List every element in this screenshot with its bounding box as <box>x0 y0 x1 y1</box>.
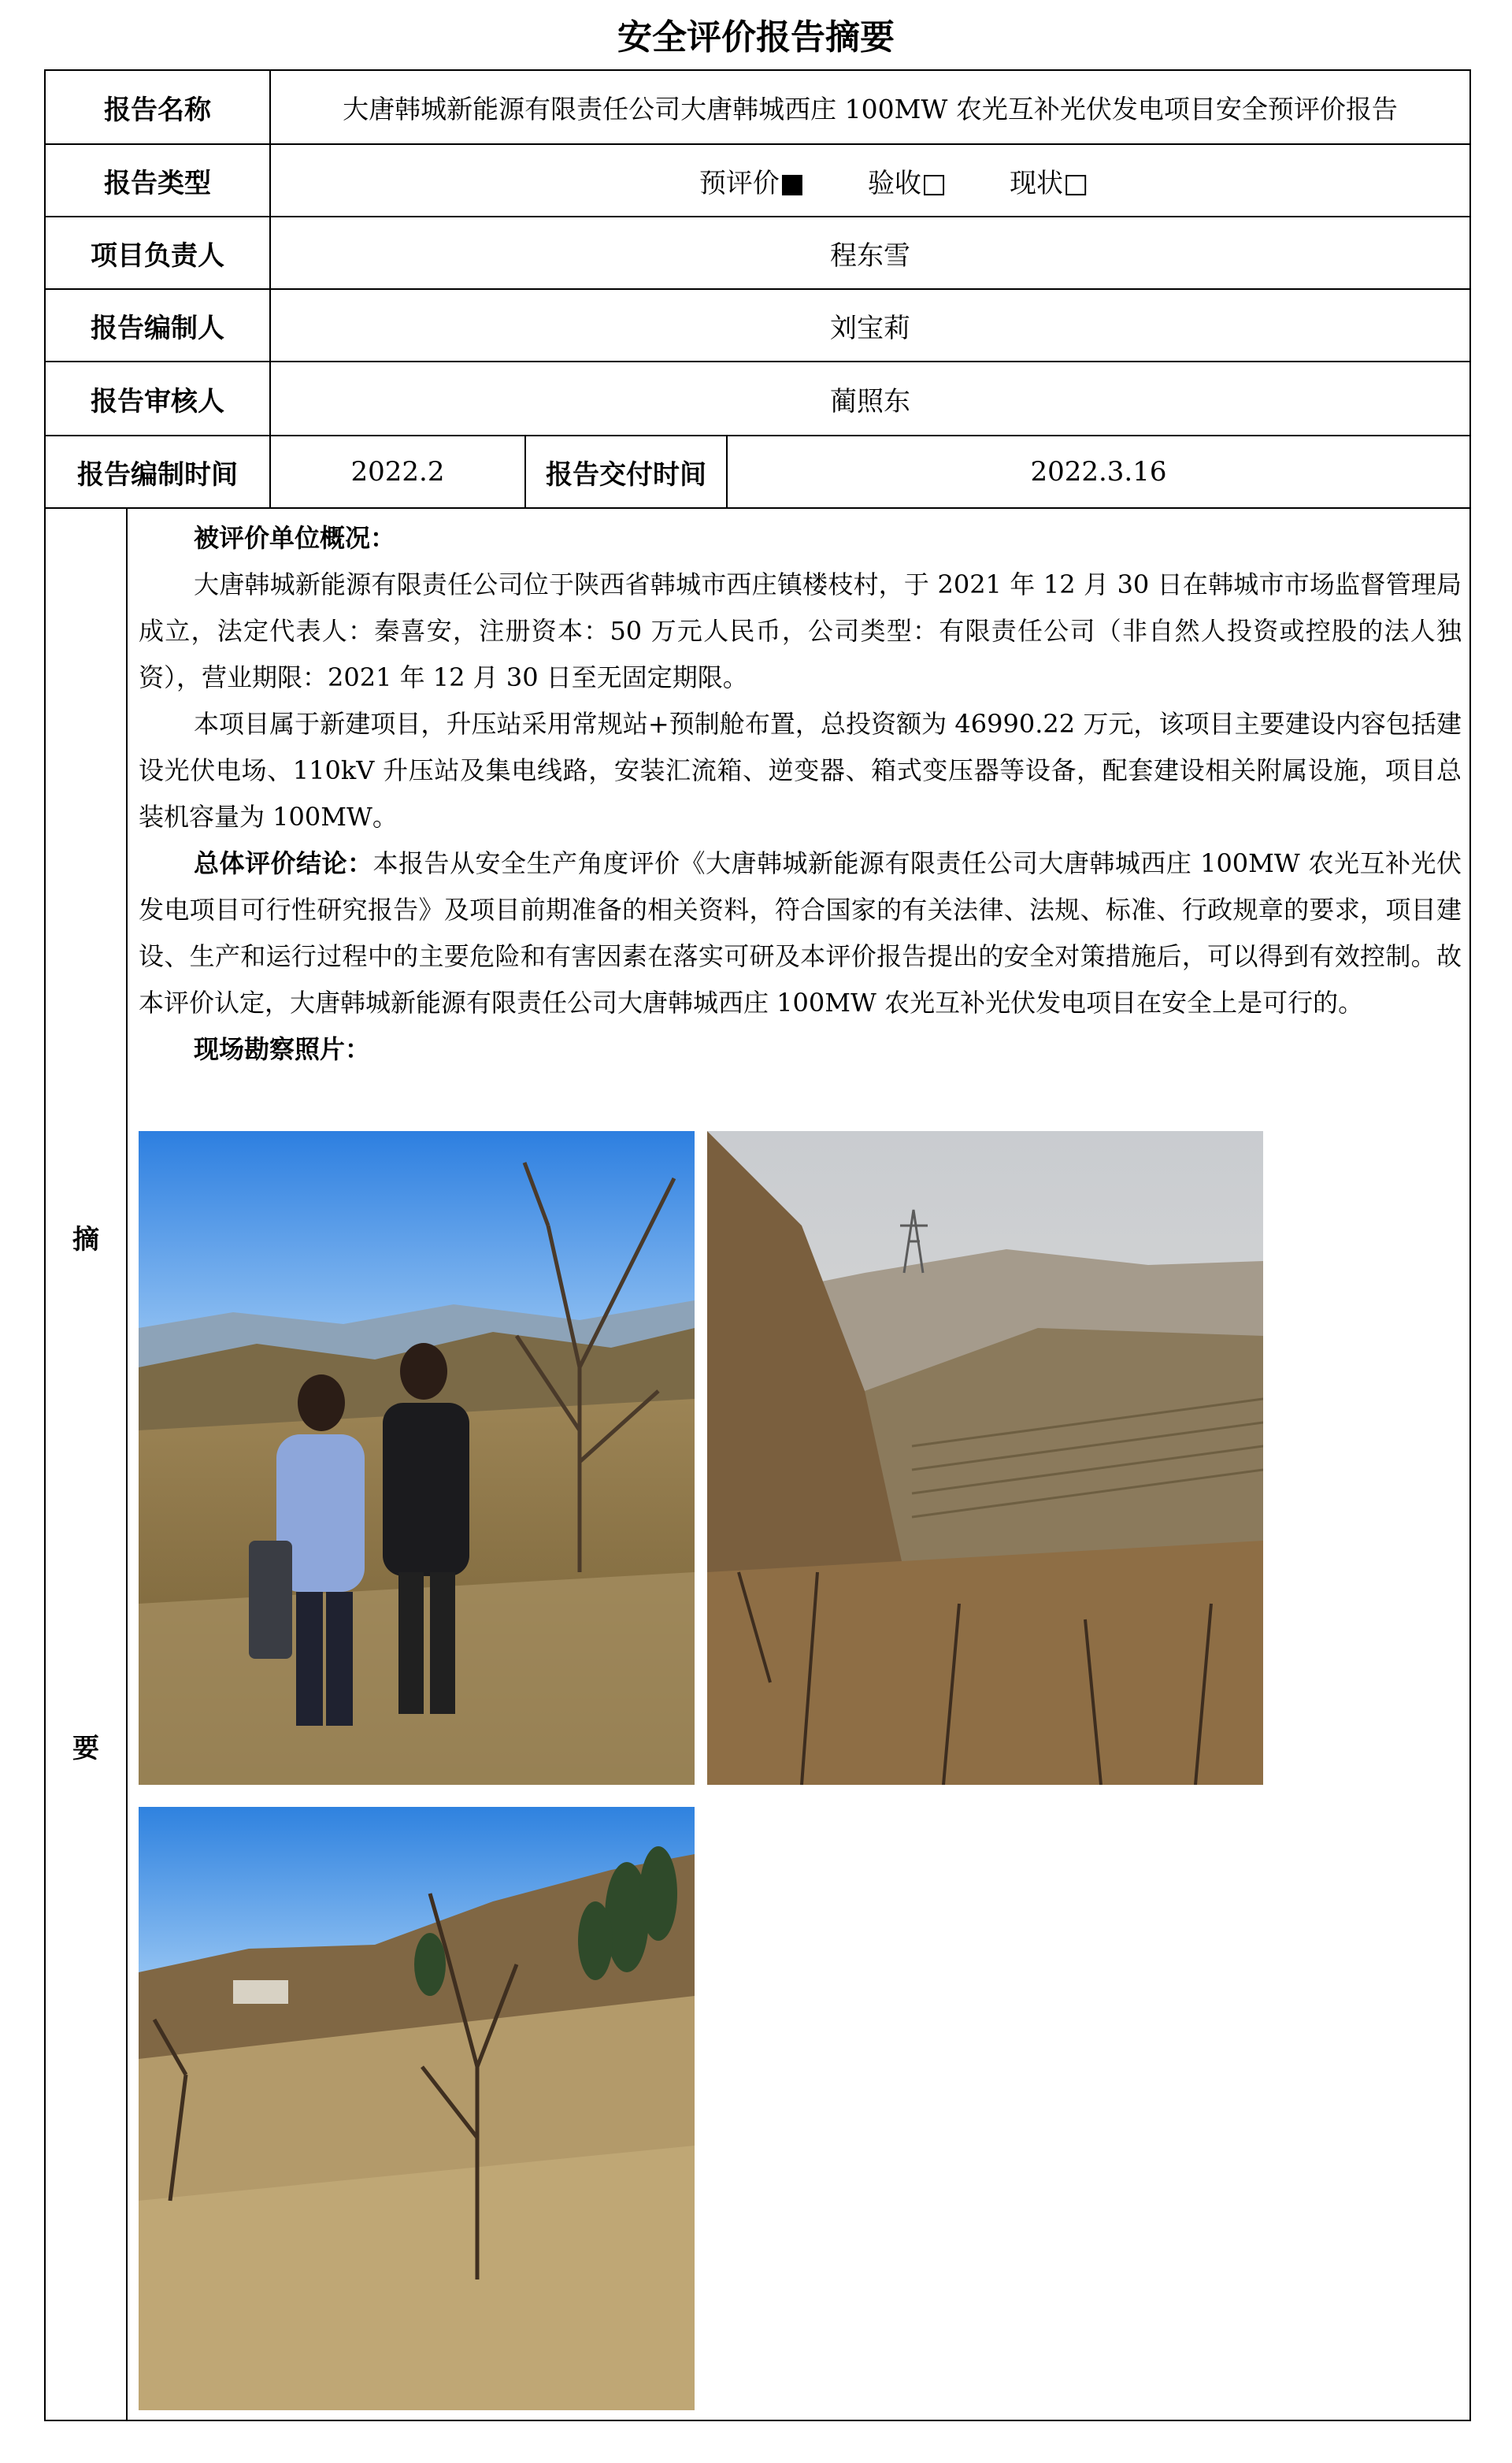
compile-date-label: 报告编制时间 <box>77 458 238 491</box>
conclusion-text: 本报告从安全生产角度评价《大唐韩城新能源有限责任公司大唐韩城西庄 100MW 农光互补光伏发电项目可行性研究报告》及项目前期准备的相关资料，符合国家的有关法律、法规、标准、行政规章的要求，项目建设、生产和运行过程中的主要危险和有害因素在落实可研及本评价报告提出的安全对策措施后，可以得到有效控制。故本评价认定，大唐韩城新能源有限责任公司大唐韩城西庄 100MW 农光互补光伏发电项目在安全上是可行的。 <box>139 848 1462 1018</box>
photos-heading: 现场勘察照片： <box>194 1034 371 1064</box>
report-name-value: 大唐韩城新能源有限责任公司大唐韩城西庄 100MW 农光互补光伏发电项目安全预评价报告 <box>343 93 1398 124</box>
report-type-label: 报告类型 <box>104 167 211 199</box>
reviewer-value: 蔺照东 <box>830 385 910 417</box>
author-label: 报告编制人 <box>91 312 224 344</box>
reviewer-label: 报告审核人 <box>91 385 224 417</box>
option-status <box>1010 161 1088 200</box>
page-title: 安全评价报告摘要 <box>617 17 895 57</box>
empty-checkbox-icon: □ <box>921 167 947 199</box>
unit-paragraph: 大唐韩城新能源有限责任公司位于陕西省韩城市西庄镇楼枝村，于 2021 年 12 月 30 日在韩城市市场监督管理局成立，法定代表人：秦喜安，注册资本：50 万元人民币，公司类型：有限责任公司（非自然人投资或控股的法人独资），营业期限：2021 年 12 月 30 日至无固定期限。 <box>139 569 1462 692</box>
summary-side-label-2: 要 <box>72 1732 99 1764</box>
unit-heading: 被评价单位概况： <box>194 523 396 553</box>
conclusion-paragraph <box>139 840 1462 1026</box>
report-name-label: 报告名称 <box>104 94 211 126</box>
author-value: 刘宝莉 <box>830 312 910 344</box>
report-type-options <box>271 145 1469 216</box>
empty-checkbox-icon: □ <box>1063 167 1089 199</box>
project-paragraph: 本项目属于新建项目，升压站采用常规站+预制舱布置，总投资额为 46990.22 万元，该项目主要建设内容包括建设光伏电场、110kV 升压站及集电线路，安装汇流箱、逆变器、箱式变压器等设备，配套建设相关附属设施，项目总装机容量为 100MW。 <box>139 709 1462 832</box>
conclusion-label: 总体评价结论： <box>194 848 373 878</box>
summary-side-label-1: 摘 <box>72 1223 99 1256</box>
option-label: 预评价 <box>699 167 780 199</box>
option-label: 现状 <box>1010 167 1064 199</box>
summary-text <box>139 515 1462 1073</box>
site-photo-valley <box>707 1131 1263 1785</box>
leader-label: 项目负责人 <box>91 239 224 272</box>
site-photo-people <box>139 1131 695 1785</box>
site-photo-hillside <box>139 1807 695 2410</box>
compile-date-value: 2022.2 <box>350 456 445 488</box>
filled-checkbox-icon: ■ <box>779 167 805 199</box>
deliver-date-value: 2022.3.16 <box>1030 456 1167 488</box>
deliver-date-label: 报告交付时间 <box>546 458 706 491</box>
option-acceptance <box>868 161 947 200</box>
option-pre-evaluation <box>699 161 805 200</box>
option-label: 验收 <box>867 167 921 199</box>
leader-value: 程东雪 <box>830 239 910 272</box>
